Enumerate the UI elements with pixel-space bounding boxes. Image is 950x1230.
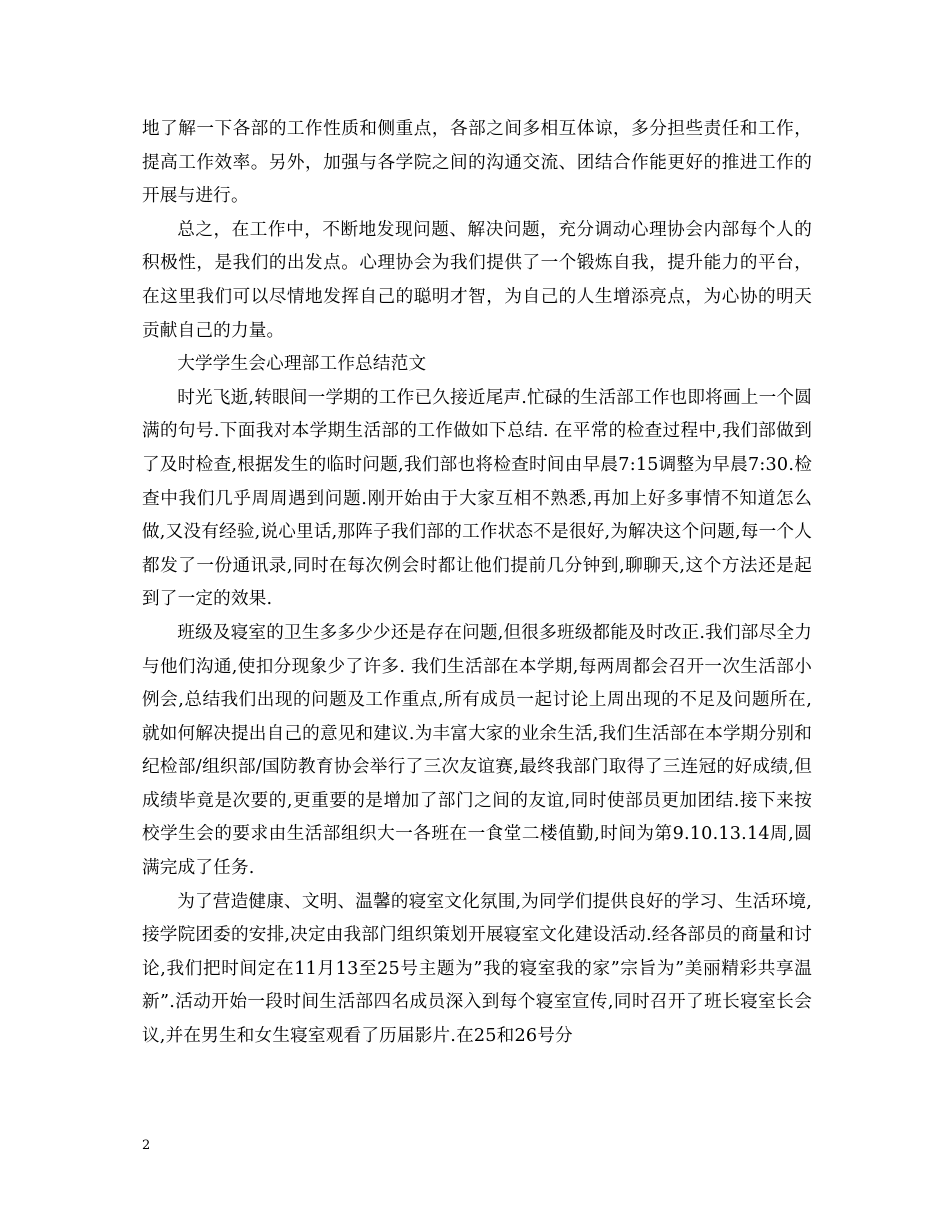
body-text (142, 113, 812, 1054)
paragraph-continuation: 地了解一下各部的工作性质和侧重点，各部之间多相互体谅，多分担些责任和工作，提高工作效率。另外，加强与各学院之间的沟通交流、团结合作能更好的推进工作的开展与进行。 (142, 119, 812, 207)
section-heading: 大学学生会心理部工作总结范文 (177, 354, 427, 375)
paragraph-conclusion: 总之，在工作中，不断地发现问题、解决问题，充分调动心理协会内部每个人的积极性，是我们的出发点。心理协会为我们提供了一个锻炼自我，提升能力的平台，在这里我们可以尽情地发挥自己的聪明才智，为自己的人生增添亮点，为心协的明天贡献自己的力量。 (142, 219, 812, 341)
paragraph-hygiene: 班级及寝室的卫生多多少少还是存在问题,但很多班级都能及时改正.我们部尽全力与他们沟通,使扣分现象少了许多. 我们生活部在本学期,每两周都会召开一次生活部小例会,总结我们出现的问题及工作重点,所有成员一起讨论上周出现的不足及问题所在,就如何解决提出自己的意见和建议.为丰富大家的业余生活,我们生活部在本学期分别和纪检部/组织部/国防教育协会举行了三次友谊赛,最终我部门取得了三连冠的好成绩,但成绩毕竟是次要的,更重要的是增加了部门之间的友谊,同时使部员更加团结.接下来按校学生会的要求由生活部组织大一各班在一食堂二楼值勤,时间为第9.10.13.14周,圆满完成了任务. (142, 622, 812, 879)
page-number: 2 (142, 1138, 151, 1153)
paragraph-intro: 时光飞逝,转眼间一学期的工作已久接近尾声.忙碌的生活部工作也即将画上一个圆满的句号.下面我对本学期生活部的工作做如下总结. 在平常的检查过程中,我们部做到了及时检查,根据发生的临时问题,我们部也将检查时间由早晨7:15调整为早晨7:30.检查中我们几乎周周遇到问题.刚开始由于大家互相不熟悉,再加上好多事情不知道怎么做,又没有经验,说心里话,那阵子我们部的工作状态不是很好,为解决这个问题,每一个人都发了一份通讯录,同时在每次例会时都让他们提前几分钟到,聊聊天,这个方法还是起到了一定的效果. (142, 387, 812, 610)
paragraph-dorm-culture: 为了营造健康、文明、温馨的寝室文化氛围,为同学们提供良好的学习、生活环境,接学院团委的安排,决定由我部门组织策划开展寝室文化建设活动.经各部员的商量和讨论,我们把时间定在11月13至25号主题为”我的寝室我的家”宗旨为”美丽精彩共享温新”.活动开始一段时间生活部四名成员深入到每个寝室宣传,同时召开了班长寝室长会议,并在男生和女生寝室观看了历届影片.在25和26号分 (142, 891, 812, 1047)
